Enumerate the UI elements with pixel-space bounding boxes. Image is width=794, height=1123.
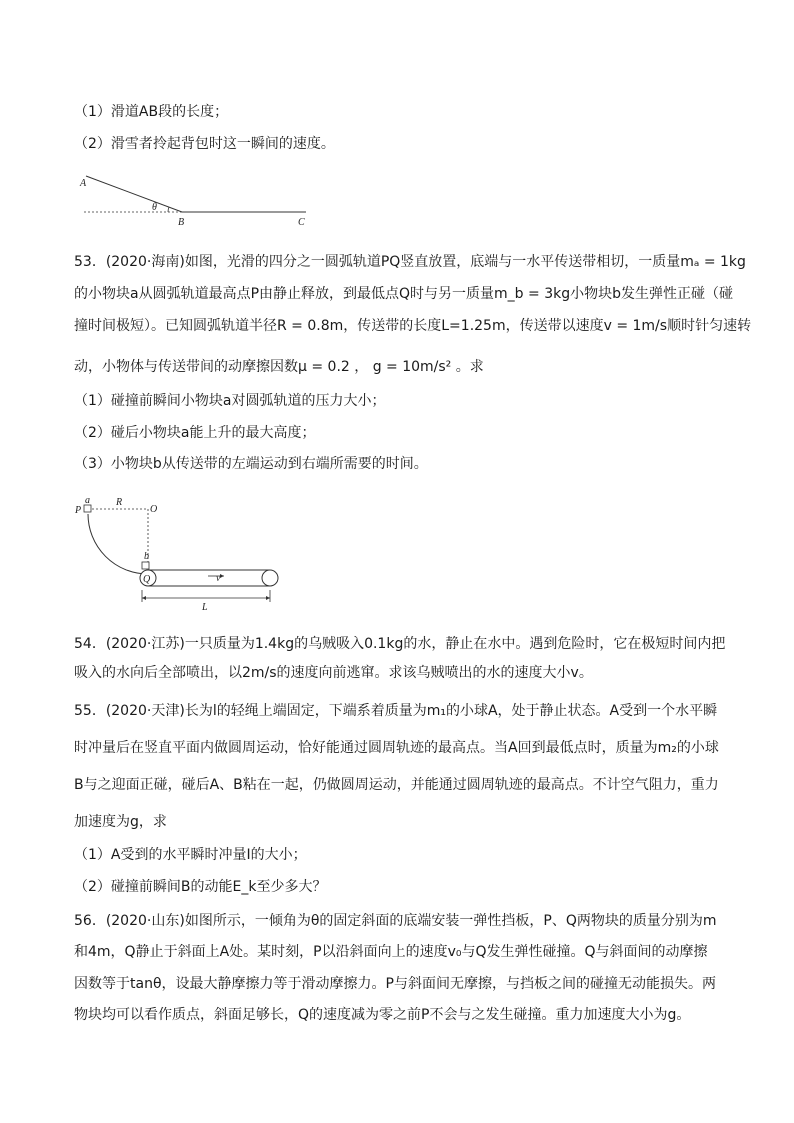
label-block-b: b: [144, 551, 149, 562]
q53-line2: 的小物块a从圆弧轨道最高点P由静止释放，到最低点Q时与另一质量m_b = 3kg小物块b发生弹性正碰（碰: [74, 286, 733, 302]
length-arrowhead-left: [142, 596, 146, 600]
q56-line4: 物块均可以看作质点，斜面足够长，Q的速度减为零之前P不会与之发生碰撞。重力加速度大小为g。: [74, 1007, 691, 1023]
label-block-a: a: [85, 495, 90, 506]
q55-sub1: （1）A受到的水平瞬时冲量I的大小；: [74, 847, 307, 863]
q53-sub1: （1）碰撞前瞬间小物块a对圆弧轨道的压力大小；: [74, 393, 386, 409]
right-pulley: [262, 570, 278, 586]
length-arrowhead-right: [266, 596, 270, 600]
q55-line3: B与之迎面正碰，碰后A、B粘在一起，仍做圆周运动，并能通过圆周轨迹的最高点。不计空气阻力，重力: [74, 777, 719, 793]
q54-line1: 54．(2020·江苏)一只质量为1.4kg的乌贼吸入0.1kg的水，静止在水中。遇到危险时，它在极短时间内把: [74, 636, 726, 652]
q53-sub3: （3）小物块b从传送带的左端运动到右端所需要的时间。: [74, 456, 428, 472]
q53-line4: 动，小物体与传送带间的动摩擦因数μ = 0.2 ， g = 10m/s² 。求: [74, 359, 484, 375]
velocity-arrowhead: [220, 574, 224, 578]
label-b: B: [178, 217, 185, 228]
q52-sub1: （1）滑道AB段的长度；: [74, 104, 229, 120]
label-p: P: [75, 505, 82, 516]
q55-line4: 加速度为g，求: [74, 814, 167, 830]
angle-arc: [168, 207, 169, 212]
label-l: L: [202, 602, 208, 613]
track-conveyor-diagram: [74, 494, 294, 616]
q53-line3: 撞时间极短）。已知圆弧轨道半径R = 0.8m，传送带的长度L=1.25m，传送带以速度v = 1m/s顺时针匀速转: [74, 318, 752, 334]
q53-sub2: （2）碰后小物块a能上升的最大高度；: [74, 425, 316, 441]
q52-sub2: （2）滑雪者拎起背包时这一瞬间的速度。: [74, 136, 335, 152]
q55-line1: 55．(2020·天津)长为l的轻绳上端固定，下端系着质量为m₁的小球A，处于静止状态。A受到一个水平瞬: [74, 703, 718, 719]
slope-diagram: [74, 168, 314, 228]
q55-sub2: （2）碰撞前瞬间B的动能E_k至少多大？: [74, 879, 327, 895]
label-q: Q: [143, 574, 151, 585]
q56-line2: 和4m，Q静止于斜面上A处。某时刻，P以沿斜面向上的速度v₀与Q发生弹性碰撞。Q与斜面间的动摩擦: [74, 944, 708, 960]
q55-line2: 时冲量后在竖直平面内做圆周运动，恰好能通过圆周轨迹的最高点。当A回到最低点时，质量为m₂的小球: [74, 740, 719, 756]
q54-line2: 吸入的水向后全部喷出，以2m/s的速度向前逃窜。求该乌贼喷出的水的速度大小v。: [74, 665, 593, 681]
block-b: [142, 562, 149, 569]
q56-line1: 56．(2020·山东)如图所示，一倾角为θ的固定斜面的底端安装一弹性挡板，P、Q两物块的质量分别为m: [74, 913, 717, 929]
slope-ab-line: [86, 176, 182, 212]
label-a: A: [80, 178, 87, 189]
label-r: R: [116, 497, 123, 508]
label-c: C: [298, 217, 305, 228]
q56-line3: 因数等于tanθ，设最大静摩擦力等于滑动摩擦力。P与斜面间无摩擦，与挡板之间的碰撞无动能损失。两: [74, 976, 716, 992]
block-a: [84, 505, 91, 512]
quarter-arc-track: [88, 514, 148, 574]
q53-line1: 53．(2020·海南)如图，光滑的四分之一圆弧轨道PQ竖直放置，底端与一水平传送带相切，一质量mₐ = 1kg: [74, 254, 746, 270]
label-o: O: [150, 504, 158, 515]
label-theta: θ: [152, 202, 157, 213]
label-v: v: [216, 573, 221, 584]
